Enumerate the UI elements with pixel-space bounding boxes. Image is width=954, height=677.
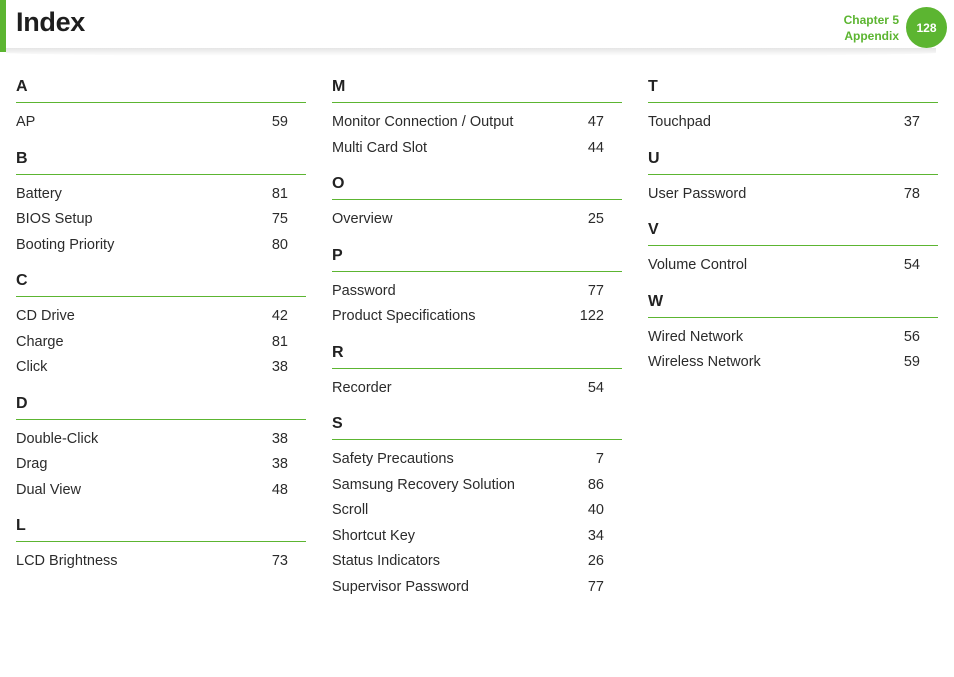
index-entry[interactable] (648, 182, 938, 208)
index-entry[interactable] (648, 253, 938, 279)
section-letter: A (16, 78, 306, 103)
index-page-number: 81 (271, 185, 288, 202)
section-letter: S (332, 415, 622, 440)
index-page-number: 25 (587, 211, 604, 227)
index-term: Touchpad (648, 114, 711, 130)
index-entry[interactable] (16, 549, 306, 575)
section-letter: W (648, 293, 938, 318)
index-term: Samsung Recovery Solution (332, 476, 515, 493)
index-term: Recorder (332, 379, 392, 396)
index-entry[interactable] (332, 304, 622, 330)
page-title: Index (16, 7, 86, 37)
index-term: LCD Brightness (16, 553, 118, 569)
index-column-1 (16, 78, 306, 589)
index-page-number: 47 (587, 114, 604, 130)
index-entry[interactable] (16, 182, 306, 208)
section-letter: V (648, 221, 938, 246)
index-section-r (332, 344, 622, 402)
page-number-badge: 128 (906, 7, 947, 48)
section-letter: O (332, 175, 622, 200)
index-page-number: 48 (271, 481, 288, 498)
index-term: Booting Priority (16, 236, 115, 253)
index-page-number: 77 (587, 578, 604, 595)
index-page-number: 75 (271, 211, 288, 227)
index-page-number: 86 (587, 476, 604, 493)
index-entry[interactable] (332, 575, 622, 601)
index-section-l (16, 517, 306, 575)
index-entry[interactable] (16, 110, 306, 136)
index-page-number: 78 (903, 185, 920, 202)
header-divider (6, 48, 936, 56)
index-section-p (332, 247, 622, 330)
index-term: Charge (16, 333, 64, 350)
index-entry[interactable] (332, 207, 622, 233)
index-column-2 (332, 78, 622, 614)
index-entry[interactable] (648, 350, 938, 376)
index-entry[interactable] (16, 207, 306, 233)
index-page-number: 7 (595, 451, 604, 467)
section-letter: U (648, 150, 938, 175)
index-entry[interactable] (16, 355, 306, 381)
index-page-number: 42 (271, 308, 288, 324)
section-letter: D (16, 395, 306, 420)
index-page-number: 37 (903, 114, 920, 130)
section-letter: C (16, 272, 306, 297)
index-entry[interactable] (16, 427, 306, 453)
index-term: Shortcut Key (332, 527, 416, 544)
index-page-number: 122 (579, 308, 604, 324)
index-entry[interactable] (332, 279, 622, 305)
index-term: Volume Control (648, 257, 748, 273)
index-term: CD Drive (16, 308, 75, 324)
index-section-u (648, 150, 938, 208)
index-term: Multi Card Slot (332, 139, 428, 156)
index-entry[interactable] (332, 447, 622, 473)
index-term: Supervisor Password (332, 578, 469, 595)
index-page-number: 38 (271, 430, 288, 447)
index-page-number: 38 (271, 456, 288, 472)
index-term: Overview (332, 211, 393, 227)
index-page-number: 40 (587, 502, 604, 518)
index-term: AP (16, 114, 36, 130)
section-letter: B (16, 150, 306, 175)
index-page-number: 59 (271, 114, 288, 130)
index-page-number: 56 (903, 328, 920, 345)
index-term: Double-Click (16, 430, 99, 447)
index-page-number: 77 (587, 282, 604, 299)
index-term: Scroll (332, 502, 369, 518)
index-entry[interactable] (332, 136, 622, 162)
index-page-number: 34 (587, 527, 604, 544)
index-term: Click (16, 359, 48, 375)
section-letter: R (332, 344, 622, 369)
index-page-number: 80 (271, 236, 288, 253)
index-section-c (16, 272, 306, 381)
index-entry[interactable] (332, 524, 622, 550)
chapter-name: Chapter 5 (843, 13, 899, 27)
index-term: Battery (16, 185, 62, 202)
index-entry[interactable] (332, 473, 622, 499)
section-letter: T (648, 78, 938, 103)
index-entry[interactable] (332, 376, 622, 402)
section-letter: M (332, 78, 622, 103)
index-term: Safety Precautions (332, 451, 454, 467)
index-term: Wireless Network (648, 354, 761, 370)
index-page-number: 26 (587, 553, 604, 569)
header-accent-strip (0, 0, 6, 52)
index-section-w (648, 293, 938, 376)
index-entry[interactable] (16, 330, 306, 356)
index-page-number: 81 (271, 333, 288, 350)
index-page-number: 38 (271, 359, 288, 375)
section-letter: L (16, 517, 306, 542)
index-section-t (648, 78, 938, 136)
index-entry[interactable] (648, 110, 938, 136)
index-entry[interactable] (332, 549, 622, 575)
index-section-m (332, 78, 622, 161)
index-entry[interactable] (16, 478, 306, 504)
index-entry[interactable] (16, 233, 306, 259)
index-section-d (16, 395, 306, 504)
index-section-o (332, 175, 622, 233)
chapter-section: Appendix (844, 29, 899, 43)
index-entry[interactable] (332, 110, 622, 136)
index-term: Product Specifications (332, 308, 476, 324)
index-term: Status Indicators (332, 553, 440, 569)
index-term: Dual View (16, 481, 82, 498)
page-header (0, 0, 954, 56)
index-section-b (16, 150, 306, 259)
chapter-label (844, 12, 899, 44)
index-entry[interactable] (16, 452, 306, 478)
index-term: Drag (16, 456, 48, 472)
index-entry[interactable] (332, 498, 622, 524)
index-page-number: 59 (903, 354, 920, 370)
index-page-number: 54 (903, 257, 920, 273)
index-term: Monitor Connection / Output (332, 114, 514, 130)
index-term: BIOS Setup (16, 211, 93, 227)
index-section-v (648, 221, 938, 279)
index-column-3 (648, 78, 938, 390)
index-entry[interactable] (648, 325, 938, 351)
section-letter: P (332, 247, 622, 272)
index-page-number: 44 (587, 139, 604, 156)
index-section-s (332, 415, 622, 600)
index-section-a (16, 78, 306, 136)
index-page-number: 54 (587, 379, 604, 396)
index-entry[interactable] (16, 304, 306, 330)
index-term: Password (332, 282, 396, 299)
index-term: Wired Network (648, 328, 744, 345)
index-term: User Password (648, 185, 747, 202)
index-page-number: 73 (271, 553, 288, 569)
